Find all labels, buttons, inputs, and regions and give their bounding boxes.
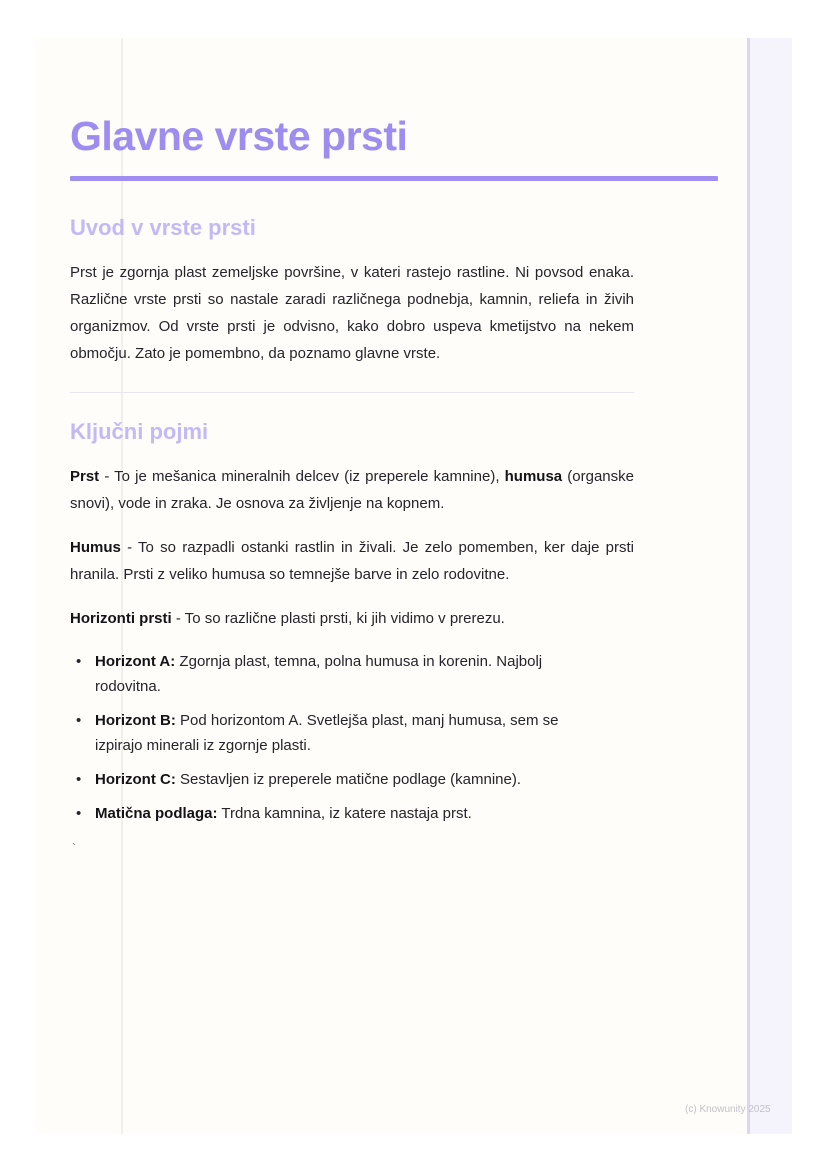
right-margin-strip xyxy=(747,38,792,1134)
term-humus: Humus - To so razpadli ostanki rastlin in živali. Je zelo pomemben, ker daje prsti hranila. Prsti z veliko humusa so temnejše barve in zelo rodovitne. xyxy=(70,539,634,583)
horizon-list xyxy=(70,649,600,835)
stray-backtick: ` xyxy=(72,841,76,855)
section-heading-key-terms: Ključni pojmi xyxy=(70,419,209,444)
term-horizons: Horizonti prsti - To so različne plasti prsti, ki jih vidimo v prerezu. xyxy=(70,610,505,627)
term-label: Horizonti prsti xyxy=(70,610,172,627)
term-prst: Prst - To je mešanica mineralnih delcev (iz preperele kamnine), humusa (organske snovi), vode in zraka. Je osnova za življenje na kopnem. xyxy=(70,468,634,512)
document-page xyxy=(35,38,792,1134)
title-underline xyxy=(70,176,718,181)
list-item: • Horizont B: Pod horizontom A. Svetlejša plast, manj humusa, sem se izpirajo minerali iz zgornje plasti. xyxy=(70,708,600,758)
list-item: • Matična podlaga: Trdna kamnina, iz katere nastaja prst. xyxy=(70,801,600,826)
intro-paragraph: Prst je zgornja plast zemeljske površine, v kateri rastejo rastline. Ni povsod enaka. Različne vrste prsti so nastale zaradi različnega podnebja, kamnin, reliefa in živih organizmov. Od vrste prsti je odvisno, kako dobro uspeva kmetijstvo na nekem območju. Zato je pomembno, da poznamo glavne vrste. xyxy=(70,264,634,362)
copyright-footer: (c) Knowunity 2025 xyxy=(685,1104,771,1115)
term-label: Humus xyxy=(70,539,121,556)
term-label: Prst xyxy=(70,468,100,485)
page-title: Glavne vrste prsti xyxy=(70,113,408,159)
list-item: • Horizont C: Sestavljen iz preperele matične podlage (kamnine). xyxy=(70,767,600,792)
list-item: • Horizont A: Zgornja plast, temna, polna humusa in korenin. Najbolj rodovitna. xyxy=(70,649,600,699)
section-divider xyxy=(70,392,634,393)
right-margin-rule xyxy=(747,38,750,1134)
section-heading-intro: Uvod v vrste prsti xyxy=(70,215,256,240)
